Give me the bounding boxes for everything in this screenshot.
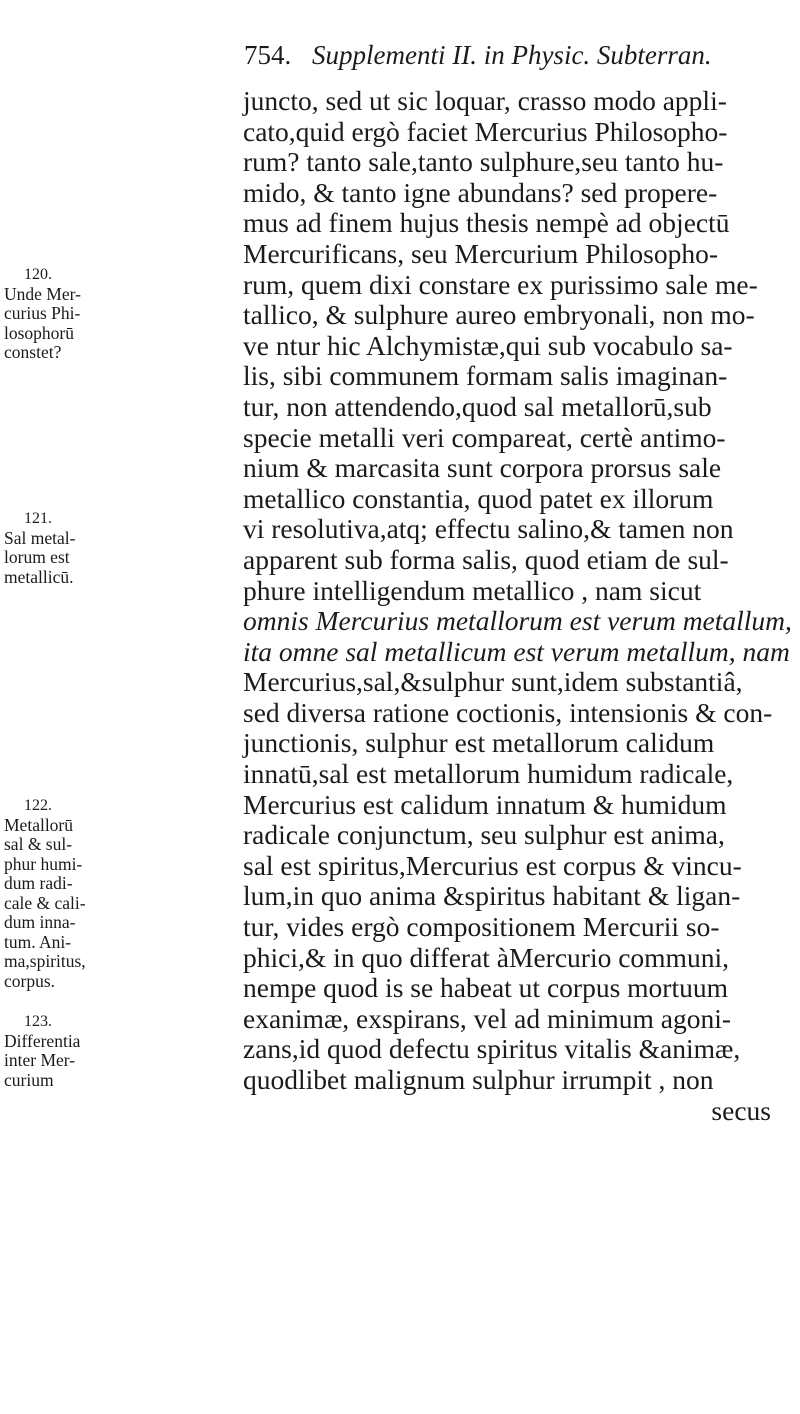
text-line: junctionis, sulphur est metallorum calidum (243, 727, 715, 759)
text-line: specie metalli veri compareat, certè antimo- (243, 421, 726, 453)
text-line: tur, vides ergò compositionem Mercurii so- (243, 911, 720, 943)
text-line: phici,& in quo differat àMercurio communi, (243, 941, 729, 973)
marginal-note-line: Sal metal- (4, 527, 76, 548)
marginal-note-line: lorum est (4, 547, 70, 567)
text-line: lum,in quo anima &spiritus habitant & ligan- (243, 880, 741, 912)
text-line: metallico constantia, quod patet ex illorum (243, 482, 714, 514)
text-line: ve ntur hic Alchymistæ,qui sub vocabulo sa- (243, 329, 733, 361)
marginal-note-line: cale & cali- (4, 892, 86, 913)
marginal-note-line: Differentia (4, 1030, 81, 1051)
text-line: mus ad finem hujus thesis nempè ad objectū (243, 207, 730, 239)
text-line: sal est spiritus,Mercurius est corpus & vincu- (243, 849, 742, 881)
text-line: nium & marcasita sunt corpora prorsus sale (243, 452, 722, 484)
page-header (244, 40, 764, 71)
text-line: zans,id quod defectu spiritus vitalis &animæ, (243, 1033, 741, 1065)
text-line: Mercurificans, seu Mercurium Philosopho- (243, 237, 719, 269)
marginal-note-line: curium (4, 1069, 54, 1090)
running-title: Supplementi II. in Physic. Subterran. (312, 40, 712, 70)
text-line: lis, sibi communem formam salis imaginan- (243, 360, 728, 392)
text-line: rum? tanto sale,tanto sulphure,seu tanto hu- (243, 146, 724, 178)
text-line: apparent sub forma salis, quod etiam de sul- (243, 543, 729, 575)
marginal-note-number: 123. (24, 1013, 52, 1030)
text-line: ita omne sal metallicum est verum metallum, nam (243, 635, 790, 667)
page-number: 754. (244, 40, 292, 70)
marginal-note-line: Unde Mer- (4, 283, 81, 304)
marginal-note-line: constet? (4, 342, 62, 362)
marginal-note-line: metallicū. (4, 566, 74, 587)
text-line: phure intelligendum metallico , nam sicut (243, 574, 702, 606)
marginal-note-line: ma,spiritus, (4, 951, 86, 971)
text-line: Mercurius,sal,&sulphur sunt,idem substantiâ, (243, 666, 743, 698)
marginal-note-line: corpus. (4, 970, 56, 991)
text-line: tur, non attendendo,quod sal metallorū,sub (243, 390, 712, 422)
marginal-note-number: 122. (24, 797, 52, 814)
marginal-note-line: dum radi- (4, 873, 73, 893)
main-text (243, 85, 792, 1126)
marginal-note-line: dum inna- (4, 912, 76, 932)
text-line: innatū,sal est metallorum humidum radicale, (243, 758, 734, 790)
text-line: mido, & tanto igne abundans? sed propere- (243, 176, 718, 208)
marginal-note-122 (4, 796, 86, 991)
text-line: nempe quod is se habeat ut corpus mortuum (243, 972, 728, 1004)
marginal-note-120 (4, 265, 81, 363)
text-line: radicale conjunctum, seu sulphur est anima, (243, 819, 725, 851)
marginal-note-number: 121. (24, 510, 52, 527)
text-line: tallico, & sulphure aureo embryonali, non mo- (243, 299, 755, 331)
marginal-note-line: tum. Ani- (4, 931, 72, 952)
text-line: quodlibet malignum sulphur irrumpit , non (243, 1064, 714, 1095)
catchword: secus (711, 1094, 771, 1126)
marginal-note-121 (4, 509, 75, 587)
text-line: vi resolutiva,atq; effectu salino,& tamen non (243, 513, 734, 545)
marginal-note-line: phur humi- (4, 853, 83, 874)
text-line: Mercurius est calidum innatum & humidum (243, 788, 727, 820)
marginal-note-line: sal & sul- (4, 834, 73, 854)
text-line: exanimæ, exspirans, vel ad minimum agoni- (243, 1002, 732, 1034)
text-line: omnis Mercurius metallorum est verum metallum, (243, 605, 792, 637)
marginal-note-line: inter Mer- (4, 1050, 76, 1070)
text-line: rum, quem dixi constare ex purissimo sale me- (243, 268, 758, 300)
text-line: sed diversa ratione coctionis, intensionis & con- (243, 696, 773, 728)
text-line: juncto, sed ut sic loquar, crasso modo appli- (243, 85, 727, 116)
text-line: cato,quid ergò faciet Mercurius Philosopho- (243, 115, 728, 147)
marginal-note-line: Metallorū (4, 814, 74, 835)
marginal-note-line: losophorū (4, 322, 74, 343)
marginal-note-line: curius Phi- (4, 303, 81, 323)
marginal-note-number: 120. (24, 266, 52, 283)
marginal-note-123 (4, 1012, 80, 1090)
